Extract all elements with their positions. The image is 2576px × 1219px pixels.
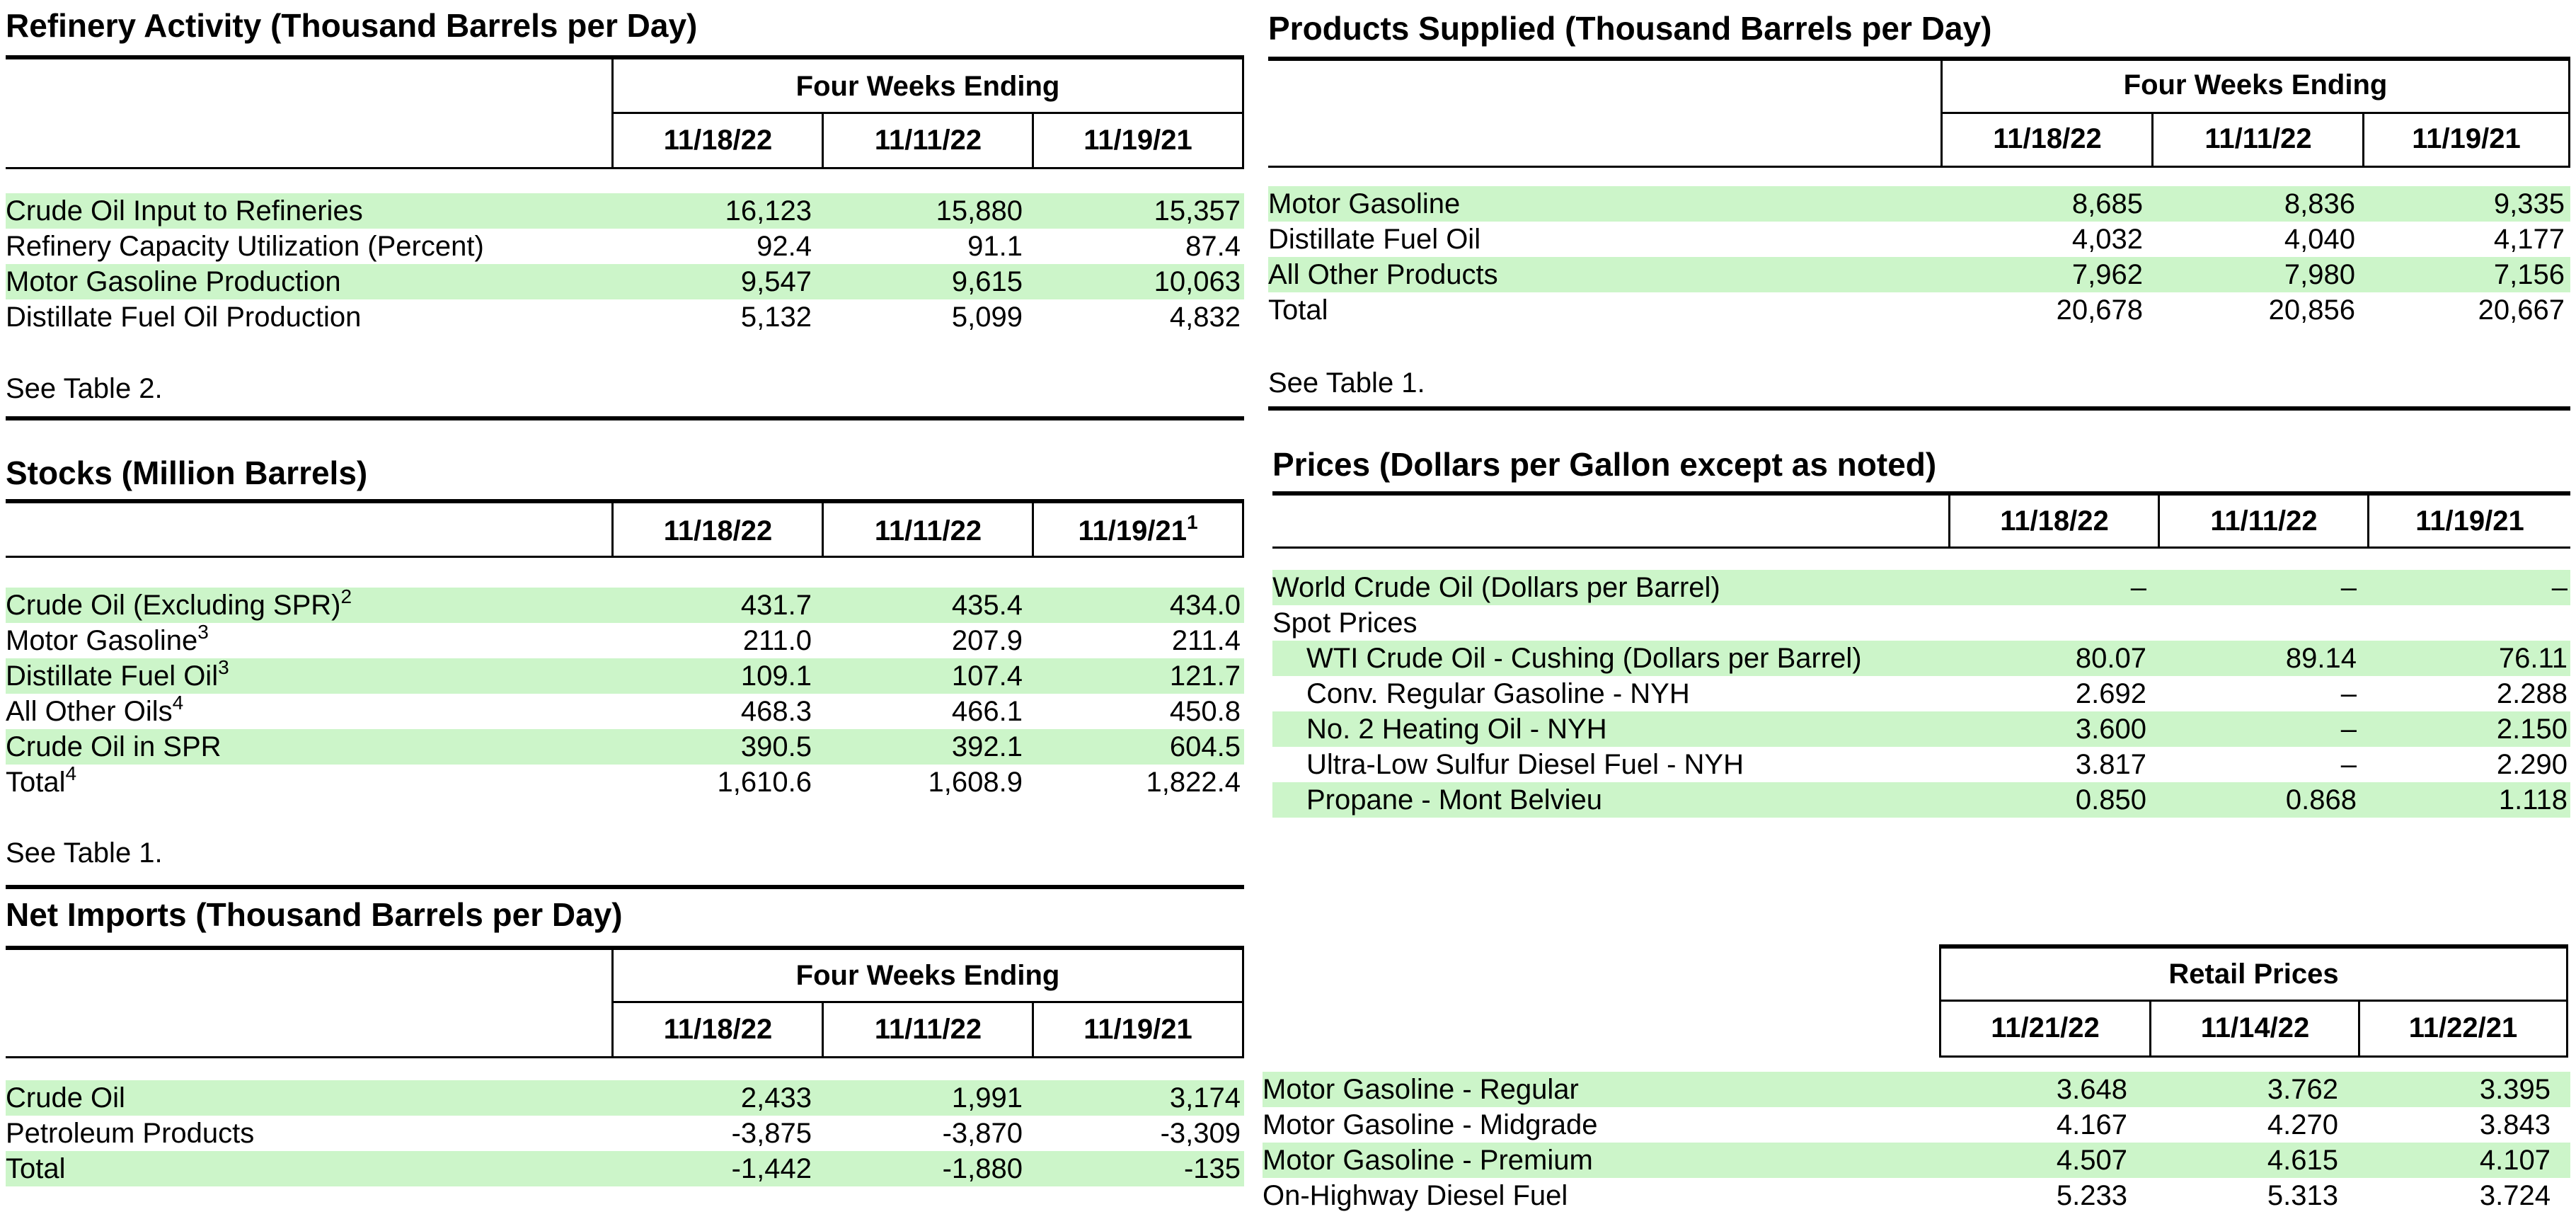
refinery-col-3: 11/19/21 — [1083, 125, 1192, 156]
table-row: Distillate Fuel Oil 4,032 4,040 4,177 — [1268, 224, 2565, 255]
table-row: On-Highway Diesel Fuel 5.233 5.313 3.724 — [1263, 1180, 2551, 1211]
products-col-2: 11/11/22 — [2204, 123, 2312, 154]
stocks-col-2: 11/11/22 — [874, 515, 982, 546]
table-row: Motor Gasoline Production 9,547 9,615 10,063 — [6, 264, 1244, 299]
table-row: Distillate Fuel Oil$^3$ 109.1 107.4 121.7 — [6, 658, 1244, 694]
products-group-header: Four Weeks Ending — [2123, 69, 2388, 101]
refinery-note: See Table 2. — [6, 373, 163, 404]
prices-panel — [1272, 439, 2570, 835]
table-row: No. 2 Heating Oil - NYH 3.600 – 2.150 — [1272, 711, 2570, 747]
stocks-col-1: 11/18/22 — [663, 515, 773, 546]
table-row: Petroleum Products -3,875 -3,870 -3,309 — [6, 1118, 1241, 1149]
imports-col-3: 11/19/21 — [1083, 1014, 1192, 1045]
products-col-3: 11/19/21 — [2412, 123, 2521, 154]
prices-col-1: 11/18/22 — [2000, 505, 2109, 537]
table-row: Propane - Mont Belvieu 0.850 0.868 1.118 — [1272, 782, 2570, 818]
refinery-group-header: Four Weeks Ending — [795, 71, 1060, 102]
refinery-title: Refinery Activity (Thousand Barrels per Day) — [6, 7, 698, 44]
table-row: Refinery Capacity Utilization (Percent) 92.4 91.1 87.4 — [6, 231, 1241, 262]
imports-col-1: 11/18/22 — [663, 1014, 773, 1045]
refinery-col-1: 11/18/22 — [663, 125, 773, 156]
table-row: Crude Oil Input to Refineries 16,123 15,880 15,357 — [6, 193, 1244, 229]
products-panel — [1268, 6, 2570, 416]
refinery-panel — [6, 6, 1244, 416]
table-row: Motor Gasoline - Regular 3.648 3.762 3.395 — [1263, 1072, 2570, 1107]
products-col-1: 11/18/22 — [1993, 123, 2102, 154]
stocks-note: See Table 1. — [6, 837, 163, 869]
refinery-bottom-rule — [6, 416, 1244, 420]
table-row: Distillate Fuel Oil Production 5,132 5,099 4,832 — [6, 302, 1241, 333]
refinery-col-2: 11/11/22 — [874, 125, 982, 156]
table-row: All Other Oils$^4$ 468.3 466.1 450.8 — [6, 691, 1241, 727]
table-row: World Crude Oil (Dollars per Barrel) – – – — [1272, 570, 2570, 605]
prices-col-3: 11/19/21 — [2415, 505, 2524, 537]
products-title: Products Supplied (Thousand Barrels per Day) — [1268, 10, 1992, 47]
prices-title: Prices (Dollars per Gallon except as noted) — [1272, 446, 1937, 483]
refinery-top-rule — [6, 55, 1244, 59]
prices-col-2: 11/11/22 — [2210, 505, 2318, 537]
table-row: Crude Oil in SPR 390.5 392.1 604.5 — [6, 729, 1244, 765]
table-row: Crude Oil 2,433 1,991 3,174 — [6, 1080, 1244, 1116]
table-row: Total -1,442 -1,880 -135 — [6, 1151, 1244, 1186]
table-row: All Other Products 7,962 7,980 7,156 — [1268, 257, 2570, 292]
imports-col-2: 11/11/22 — [874, 1014, 982, 1045]
table-row: Ultra-Low Sulfur Diesel Fuel - NYH 3.817 – 2.290 — [1306, 749, 2568, 780]
retail-col-2: 11/14/22 — [2200, 1012, 2310, 1043]
table-row: WTI Crude Oil - Cushing (Dollars per Barrel) 80.07 89.14 76.11 — [1272, 641, 2570, 676]
table-row: Motor Gasoline$^3$ 211.0 207.9 211.4 — [6, 620, 1241, 656]
retail-panel — [1263, 944, 2570, 1213]
table-row: Motor Gasoline - Premium 4.507 4.615 4.107 — [1263, 1143, 2570, 1178]
retail-col-1: 11/21/22 — [1991, 1012, 2100, 1043]
table-row: Total 20,678 20,856 20,667 — [1268, 294, 2565, 326]
retail-group-header: Retail Prices — [2168, 958, 2339, 990]
table-row: Spot Prices — [1272, 607, 1418, 639]
table-row: Motor Gasoline 8,685 8,836 9,335 — [1268, 186, 2570, 222]
imports-panel — [6, 889, 1244, 1215]
table-row: Motor Gasoline - Midgrade 4.167 4.270 3.843 — [1263, 1109, 2551, 1140]
imports-group-header: Four Weeks Ending — [795, 960, 1060, 991]
table-row: Crude Oil (Excluding SPR)$^2$ 431.7 435.4 434.0 — [6, 588, 1244, 623]
products-note: See Table 1. — [1268, 367, 1425, 399]
imports-title: Net Imports (Thousand Barrels per Day) — [6, 896, 623, 933]
retail-col-3: 11/22/21 — [2408, 1012, 2518, 1043]
stocks-panel — [6, 446, 1244, 871]
table-row: Total$^4$ 1,610.6 1,608.9 1,822.4 — [6, 762, 1241, 798]
stocks-title: Stocks (Million Barrels) — [6, 454, 368, 491]
stocks-col-3: $11/19/21^1$ — [1078, 510, 1198, 546]
table-row: Conv. Regular Gasoline - NYH 2.692 – 2.288 — [1306, 678, 2568, 709]
